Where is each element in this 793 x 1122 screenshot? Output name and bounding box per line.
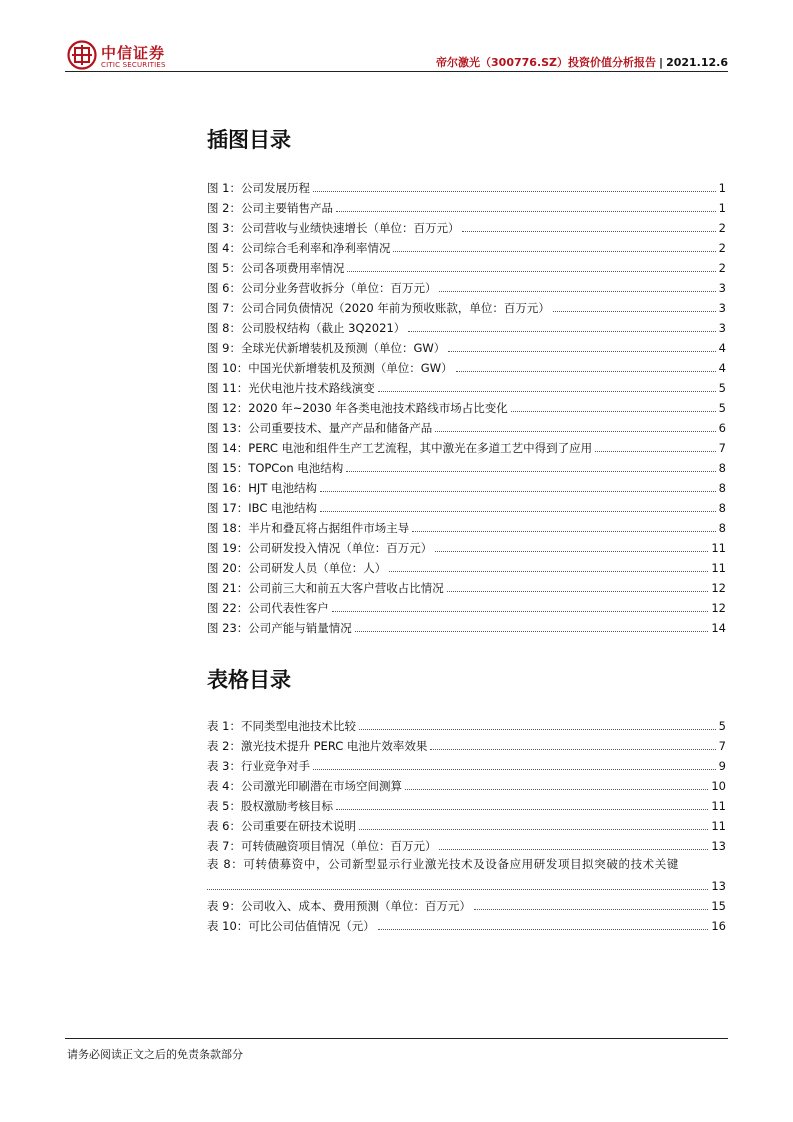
toc-entry-page: 3 [718, 321, 726, 335]
toc-leader-dots [313, 769, 716, 770]
toc-entry-page: 7 [718, 441, 726, 455]
toc-leader-dots [474, 909, 708, 910]
header-divider [65, 71, 728, 72]
toc-leader-dots [393, 251, 715, 252]
header-separator: | [659, 56, 664, 69]
toc-entry-page: 14 [711, 621, 726, 635]
toc-entry-page: 5 [718, 401, 726, 415]
toc-leader-dots [320, 491, 716, 492]
toc-entry-figure-14[interactable] [207, 436, 726, 456]
toc-entry-figure-16[interactable] [207, 476, 726, 496]
toc-entry-page: 11 [711, 819, 726, 833]
report-title: 帝尔激光（300776.SZ）投资价值分析报告 [436, 56, 657, 69]
toc-entry-page: 7 [718, 739, 726, 753]
toc-leader-dots [412, 531, 715, 532]
toc-leader-dots [439, 291, 715, 292]
toc-entry-page: 4 [718, 341, 726, 355]
toc-leader-dots [439, 849, 708, 850]
toc-entry-page: 13 [711, 879, 726, 893]
toc-entry-figure-12[interactable] [207, 396, 726, 416]
toc-entry-page: 2 [718, 241, 726, 255]
toc-leader-dots [355, 631, 709, 632]
figures-index-list [207, 176, 726, 636]
tables-index-list [207, 714, 726, 934]
toc-leader-dots [553, 311, 716, 312]
toc-entry-label: 图 12：2020 年~2030 年各类电池技术路线市场占比变化 [207, 401, 508, 415]
toc-entry-label: 图 23：公司产能与销量情况 [207, 621, 352, 635]
page-header [0, 0, 793, 80]
toc-entry-label: 图 9：全球光伏新增装机及预测（单位：GW） [207, 341, 446, 355]
toc-entry-page: 8 [718, 501, 726, 515]
toc-entry-figure-22[interactable] [207, 596, 726, 616]
footer-divider [65, 1038, 728, 1039]
toc-entry-label: 图 6：公司分业务营收拆分（单位：百万元） [207, 281, 437, 295]
toc-entry-table-1[interactable] [207, 714, 726, 734]
toc-leader-dots [447, 591, 709, 592]
toc-entry-table-late-1[interactable] [207, 894, 726, 914]
toc-leader-dots [336, 211, 716, 212]
toc-entry-page: 16 [711, 919, 726, 933]
toc-entry-figure-23[interactable] [207, 616, 726, 636]
toc-entry-page: 2 [718, 261, 726, 275]
toc-entry-page: 8 [718, 461, 726, 475]
toc-entry-label: 表 6：公司重要在研技术说明 [207, 819, 356, 833]
toc-entry-page: 3 [718, 301, 726, 315]
toc-leader-dots [456, 371, 716, 372]
toc-entry-label: 表 7：可转债融资项目情况（单位：百万元） [207, 839, 437, 853]
toc-entry-label: 图 7：公司合同负债情况（2020 年前为预收账款，单位：百万元） [207, 301, 550, 315]
report-header-info [436, 54, 728, 70]
toc-entry-table-7[interactable] [207, 834, 726, 854]
toc-entry-figure-17[interactable] [207, 496, 726, 516]
toc-entry-figure-20[interactable] [207, 556, 726, 576]
toc-leader-dots [435, 431, 715, 432]
toc-entry-figure-8[interactable] [207, 316, 726, 336]
toc-entry-figure-10[interactable] [207, 356, 726, 376]
toc-entry-page: 9 [718, 759, 726, 773]
toc-entry-page: 1 [718, 201, 726, 215]
toc-leader-dots [332, 611, 709, 612]
toc-leader-dots [462, 231, 715, 232]
toc-entry-figure-13[interactable] [207, 416, 726, 436]
toc-entry-figure-18[interactable] [207, 516, 726, 536]
toc-leader-dots [378, 391, 716, 392]
toc-entry-figure-15[interactable] [207, 456, 726, 476]
toc-leader-dots [320, 511, 716, 512]
toc-entry-table-4[interactable] [207, 774, 726, 794]
toc-entry-label: 图 20：公司研发人员（单位：人） [207, 561, 387, 575]
figures-index-title: 插图目录 [207, 128, 291, 152]
toc-leader-dots [389, 571, 708, 572]
toc-entry-page: 6 [718, 421, 726, 435]
toc-entry-page: 5 [718, 381, 726, 395]
toc-entry-page: 8 [718, 521, 726, 535]
toc-leader-dots [359, 829, 708, 830]
toc-entry-figure-9[interactable] [207, 336, 726, 356]
toc-entry-label: 表 5：股权激励考核目标 [207, 799, 333, 813]
toc-entry-label: 表 9：公司收入、成本、费用预测（单位：百万元） [207, 899, 471, 913]
citic-securities-logo [67, 40, 177, 74]
toc-leader-dots [336, 809, 708, 810]
toc-entry-page: 12 [711, 601, 726, 615]
toc-entry-label: 图 17：IBC 电池结构 [207, 501, 318, 515]
toc-entry-page: 2 [718, 221, 726, 235]
toc-entry-figure-3[interactable] [207, 216, 726, 236]
toc-entry-figure-21[interactable] [207, 576, 726, 596]
toc-leader-dots [511, 411, 716, 412]
toc-entry-label: 图 2：公司主要销售产品 [207, 201, 333, 215]
toc-entry-figure-5[interactable] [207, 256, 726, 276]
toc-entry-page: 15 [711, 899, 726, 913]
toc-entry-figure-6[interactable] [207, 276, 726, 296]
logo-english-text: CITIC SECURITIES [101, 61, 166, 69]
toc-entry-label: 表 2：激光技术提升 PERC 电池片效率效果 [207, 739, 428, 753]
toc-entry-label: 图 4：公司综合毛利率和净利率情况 [207, 241, 391, 255]
toc-entry-label: 图 18：半片和叠瓦将占据组件市场主导 [207, 521, 410, 535]
toc-entry-table-6[interactable] [207, 814, 726, 834]
toc-entry-page: 4 [718, 361, 726, 375]
toc-leader-dots [435, 551, 708, 552]
toc-entry-table-8[interactable] [207, 854, 726, 894]
toc-entry-label: 表 1：不同类型电池技术比较 [207, 719, 356, 733]
toc-entry-figure-1[interactable] [207, 176, 726, 196]
toc-entry-figure-19[interactable] [207, 536, 726, 556]
toc-entry-table-5[interactable] [207, 794, 726, 814]
toc-entry-label: 图 8：公司股权结构（截止 3Q2021） [207, 321, 406, 335]
toc-entry-figure-4[interactable] [207, 236, 726, 256]
toc-entry-label: 图 10：中国光伏新增装机及预测（单位：GW） [207, 361, 453, 375]
toc-entry-label: 图 3：公司营收与业绩快速增长（单位：百万元） [207, 221, 460, 235]
toc-entry-label: 图 22：公司代表性客户 [207, 601, 329, 615]
toc-entry-page: 8 [718, 481, 726, 495]
toc-entry-table-3[interactable] [207, 754, 726, 774]
toc-entry-label: 图 16：HJT 电池结构 [207, 481, 318, 495]
toc-entry-label: 图 13：公司重要技术、量产产品和储备产品 [207, 421, 433, 435]
toc-leader-dots [346, 471, 715, 472]
toc-entry-label: 表 3：行业竞争对手 [207, 759, 310, 773]
toc-entry-figure-11[interactable] [207, 376, 726, 396]
toc-entry-label: 图 19：公司研发投入情况（单位：百万元） [207, 541, 433, 555]
toc-entry-figure-7[interactable] [207, 296, 726, 316]
toc-entry-page: 13 [711, 839, 726, 853]
toc-entry-page: 11 [711, 561, 726, 575]
toc-entry-page: 10 [711, 779, 726, 793]
toc-entry-label: 图 1：公司发展历程 [207, 181, 310, 195]
toc-leader-dots [405, 789, 708, 790]
toc-entry-page: 3 [718, 281, 726, 295]
toc-entry-label: 图 11：光伏电池片技术路线演变 [207, 381, 375, 395]
toc-entry-label: 表 4：公司激光印刷潜在市场空间测算 [207, 779, 402, 793]
tables-index-title: 表格目录 [207, 668, 291, 692]
toc-leader-dots [408, 331, 715, 332]
toc-leader-dots [207, 889, 708, 890]
footer-disclaimer: 请务必阅读正文之后的免责条款部分 [67, 1048, 243, 1061]
toc-entry-label: 图 5：公司各项费用率情况 [207, 261, 345, 275]
toc-leader-dots [448, 351, 715, 352]
toc-entry-page: 5 [718, 719, 726, 733]
toc-leader-dots [313, 191, 716, 192]
toc-leader-dots [347, 271, 715, 272]
toc-entry-label: 图 15：TOPCon 电池结构 [207, 461, 344, 475]
toc-entry-label: 图 14：PERC 电池和组件生产工艺流程，其中激光在多道工艺中得到了应用 [207, 441, 593, 455]
toc-leader-dots [595, 451, 716, 452]
toc-entry-label: 表 10：可比公司估值情况（元） [207, 919, 375, 933]
toc-entry-table-late-2[interactable] [207, 914, 726, 934]
toc-leader-dots [430, 749, 715, 750]
report-date: 2021.12.6 [666, 56, 728, 69]
toc-entry-page: 11 [711, 541, 726, 555]
toc-entry-table-2[interactable] [207, 734, 726, 754]
citic-emblem-icon [67, 40, 97, 70]
toc-leader-dots [378, 929, 709, 930]
toc-entry-page: 1 [718, 181, 726, 195]
toc-leader-dots [359, 729, 716, 730]
toc-entry-page: 11 [711, 799, 726, 813]
toc-entry-figure-2[interactable] [207, 196, 726, 216]
toc-entry-label: 图 21：公司前三大和前五大客户营收占比情况 [207, 581, 444, 595]
toc-entry-label: 表 8：可转债募资中，公司新型显示行业激光技术及设备应用研发项目拟突破的技术关键 [207, 857, 679, 871]
logo-chinese-text: 中信证券 [101, 44, 166, 62]
toc-entry-page: 12 [711, 581, 726, 595]
